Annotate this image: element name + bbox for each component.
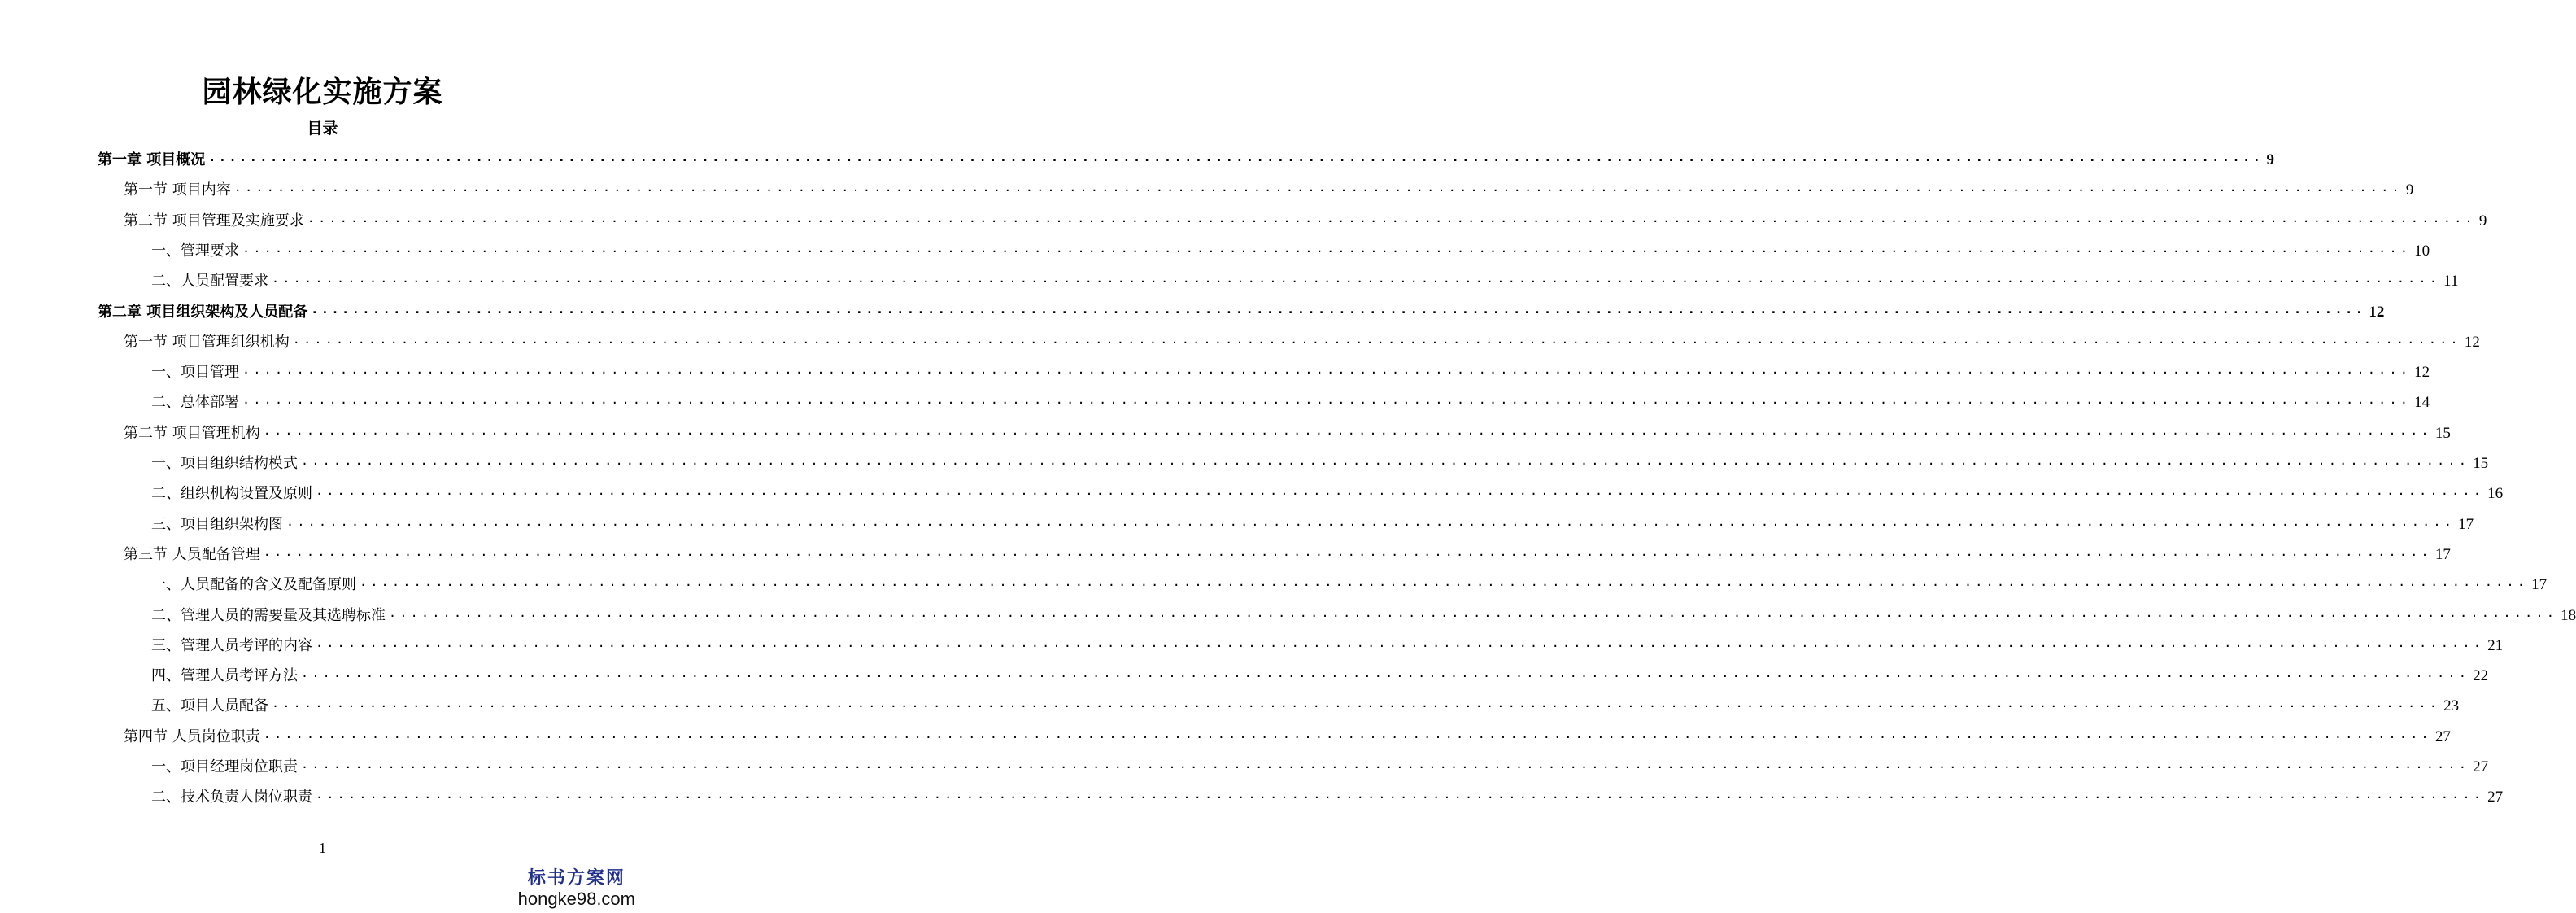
toc-entry-item [151,387,2430,412]
toc-leader-dots: ........................................................................................................................................................................................................ [263,422,2432,438]
toc-leader-dots: ........................................................................................................................................................................................................ [272,696,2441,711]
toc-entry-title: 第一章 项目概况 [98,151,206,168]
toc-entry-title: 二、人员配置要求 [151,273,268,290]
toc-entry-title: 一、项目管理 [151,364,239,382]
toc-entry-title: 五、项目人员配备 [151,697,268,715]
watermark-domain: hongke98.com [517,889,635,909]
toc-entry-title: 一、项目经理岗位职责 [151,758,298,775]
toc-entry-title: 第三节 人员配备管理 [124,545,260,563]
toc-entry-title: 第二节 项目管理机构 [124,424,260,442]
toc-entry-page: 18 [2561,606,2576,624]
toc-leader-dots: ........................................................................................................................................................................................................ [360,574,2529,590]
toc-entry-item [151,631,2504,655]
toc-entry-section [124,206,2487,230]
toc-entry-title: 第四节 人员岗位职责 [124,727,260,745]
toc-leader-dots: ........................................................................................................................................................................................................ [316,635,2485,650]
toc-entry-page: 17 [2531,576,2548,594]
toc-entry-section [124,722,2451,746]
toc-entry-page: 27 [2434,727,2451,745]
toc-entry-title: 三、管理人员考评的内容 [151,636,312,654]
document-title: 园林绿化实施方案 [202,75,443,109]
toc-entry-page: 9 [2266,151,2274,168]
toc-entry-page: 17 [2458,515,2474,533]
toc-entry-item [151,236,2430,260]
toc-entry-title: 第二节 项目管理及实施要求 [124,212,304,229]
toc-leader-dots: ........................................................................................................................................................................................................ [242,362,2412,378]
watermark-name: 标书方案网 [527,867,625,889]
toc-entry-title: 二、技术负责人岗位职责 [151,788,312,806]
toc-entry-page: 12 [2369,303,2385,321]
toc-entry-title: 二、组织机构设置及原则 [151,485,312,503]
toc-leader-dots: ........................................................................................................................................................................................................ [301,666,2470,681]
toc-entry-page: 23 [2443,697,2460,715]
toc-entry-item [151,782,2504,806]
watermark [518,867,635,910]
toc-entry-title: 第一节 项目内容 [124,181,231,199]
toc-leader-dots: ........................................................................................................................................................................................................ [316,483,2485,499]
toc-entry-page: 16 [2487,485,2504,503]
toc-entry-section [124,540,2451,564]
toc-leader-dots: ........................................................................................................................................................................................................ [233,180,2403,195]
toc-entry-section [124,418,2451,443]
toc-entry-chapter [98,297,2385,321]
toc-entry-title: 二、管理人员的需要量及其选聘标准 [151,606,386,624]
toc-entry-page: 15 [2473,455,2489,472]
toc-entry-page: 22 [2473,667,2489,685]
toc-leader-dots: ........................................................................................................................................................................................................ [272,271,2441,286]
toc-leader-dots: ........................................................................................................................................................................................................ [301,453,2470,468]
toc-leader-dots: ........................................................................................................................................................................................................ [301,757,2470,771]
toc-entry-title: 第一节 项目管理组织机构 [124,333,290,351]
toc-entry-chapter [98,145,2274,169]
toc-leader-dots: ........................................................................................................................................................................................................ [286,513,2456,529]
toc-leader-dots: ........................................................................................................................................................................................................ [311,301,2366,317]
toc-leader-dots: ........................................................................................................................................................................................................ [307,210,2476,225]
toc-leader-dots: ........................................................................................................................................................................................................ [263,544,2432,559]
toc-entry-page: 12 [2464,333,2480,351]
toc-entry-item [151,601,2576,625]
toc-entry-page: 12 [2414,364,2430,382]
toc-leader-dots: ........................................................................................................................................................................................................ [316,787,2485,802]
toc-leader-dots: ........................................................................................................................................................................................................ [242,240,2412,256]
toc-leader-dots: ........................................................................................................................................................................................................ [242,392,2412,408]
toc-entry-item [151,570,2548,594]
toc-heading: 目录 [307,120,338,138]
toc-entry-page: 27 [2487,788,2504,806]
toc-entry-title: 一、项目组织结构模式 [151,455,298,472]
toc-entry-item [151,448,2489,473]
toc-entry-page: 15 [2434,424,2451,442]
toc-leader-dots: ........................................................................................................................................................................................................ [292,331,2461,347]
toc-entry-page: 9 [2478,212,2487,229]
toc-entry-title: 第二章 项目组织架构及人员配备 [98,303,308,321]
toc-entry-title: 一、管理要求 [151,242,239,260]
toc-entry-page: 10 [2414,242,2430,260]
toc-entry-item [151,661,2489,685]
toc-entry-title: 三、项目组织架构图 [151,515,283,533]
toc-entry-item [151,478,2504,503]
toc-entry-item [151,509,2474,534]
toc-leader-dots: ........................................................................................................................................................................................................ [263,726,2432,741]
toc-leader-dots: ........................................................................................................................................................................................................ [389,605,2558,620]
toc-entry-page: 21 [2487,636,2504,654]
toc-entry-item [151,752,2489,776]
toc-entry-section [124,327,2480,352]
toc-entry-page: 17 [2434,545,2451,563]
toc-entry-section [124,175,2414,199]
toc-entry-item [151,266,2459,290]
toc-entry-item [151,691,2460,715]
toc-entry-title: 四、管理人员考评方法 [151,667,298,685]
toc-entry-page: 14 [2414,394,2430,412]
toc-entry-title: 一、人员配备的含义及配备原则 [151,576,356,594]
toc-entry-item [151,357,2430,382]
toc-entry-page: 11 [2443,273,2459,290]
page-number: 1 [319,840,326,856]
toc-entry-page: 27 [2473,758,2489,775]
toc-entry-title: 二、总体部署 [151,394,239,412]
toc-entry-page: 9 [2405,181,2414,199]
toc-leader-dots: ........................................................................................................................................................................................................ [208,150,2264,164]
